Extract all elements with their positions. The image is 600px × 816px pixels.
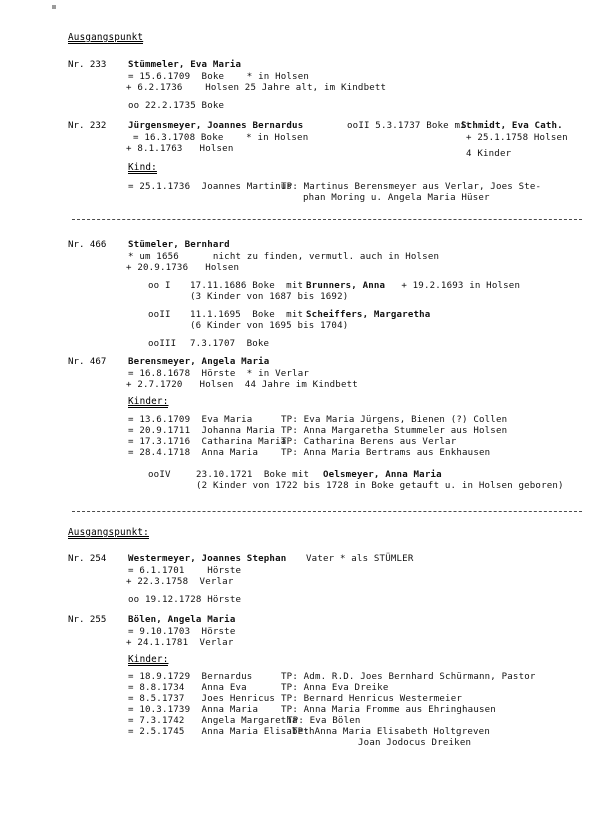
section-heading-ausgangspunkt-1: Ausgangspunkt — [68, 32, 144, 43]
entry-death-467: + 2.7.1720 Holsen 44 Jahre im Kindbett — [126, 380, 358, 390]
entry-baptism-232: = 16.3.1708 Boke * in Holsen — [133, 133, 309, 143]
entry-death-466: + 20.9.1736 Holsen — [126, 263, 240, 273]
child-entry-255-0: = 18.9.1729 Bernardus — [128, 672, 253, 682]
marriage-spouse-466-1: Brunners, Anna — [306, 281, 386, 291]
marriage-label-466-3: ooIII — [148, 339, 177, 349]
entry-number-254: Nr. 254 — [68, 554, 107, 564]
child-tp-467-2: TP: Catharina Berens aus Verlar — [281, 437, 457, 447]
section-divider-1 — [72, 219, 582, 220]
child-entry-255-1: = 8.8.1734 Anna Eva — [128, 683, 247, 693]
child-entry-467-2: = 17.3.1716 Catharina Maria — [128, 437, 287, 447]
child-entry-467-3: = 28.4.1718 Anna Maria — [128, 448, 259, 458]
child-tp-232-0-line1: TP: Martinus Berensmeyer aus Verlar, Joes Ste- — [281, 182, 542, 192]
entry-marriage-254: oo 19.12.1728 Hörste — [128, 595, 242, 605]
entry-number-467: Nr. 467 — [68, 357, 107, 367]
children-label-232: Kind: — [128, 162, 157, 173]
entry-baptism-254: = 6.1.1701 Hörste — [128, 566, 242, 576]
entry-death-254: + 22.3.1758 Verlar — [126, 577, 234, 587]
entry-number-233: Nr. 233 — [68, 60, 107, 70]
entry-232-second-marriage-prefix: ooII 5.3.1737 Boke mit — [347, 121, 478, 131]
scan-artifact-speck — [52, 5, 56, 9]
child-tp-467-3: TP: Anna Maria Bertrams aus Enkhausen — [281, 448, 491, 458]
entry-name-467: Berensmeyer, Angela Maria — [128, 357, 270, 367]
marriage-spouse-466-2: Scheiffers, Margaretha — [306, 310, 431, 320]
entry-name-233: Stümmeler, Eva Maria — [128, 60, 242, 70]
marriage-label-466-1: oo I — [148, 281, 171, 291]
child-tp-255-5: TP: Anna Maria Elisabeth Holtgreven — [292, 727, 490, 737]
entry-baptism-255: = 9.10.1703 Hörste — [128, 627, 236, 637]
entry-name-255: Bölen, Angela Maria — [128, 615, 236, 625]
child-tp-255-1: TP: Anna Eva Dreike — [281, 683, 389, 693]
entry-name-254: Westermeyer, Joannes Stephan — [128, 554, 287, 564]
entry-baptism-233: = 15.6.1709 Boke * in Holsen — [128, 72, 310, 82]
section-divider-2 — [72, 511, 582, 512]
entry-232-second-marriage-death: + 25.1.1758 Holsen — [466, 133, 568, 143]
child-entry-467-1: = 20.9.1711 Johanna Maria — [128, 426, 276, 436]
entry-number-255: Nr. 255 — [68, 615, 107, 625]
child-entry-255-2: = 8.5.1737 Joes Henricus — [128, 694, 276, 704]
entry-death-255: + 24.1.1781 Verlar — [126, 638, 234, 648]
child-entry-255-5: = 2.5.1745 Anna Maria Elisabeth — [128, 727, 315, 737]
marriage-spouse-467-4: Oelsmeyer, Anna Maria — [323, 470, 442, 480]
children-label-467: Kinder: — [128, 396, 169, 407]
entry-death-233: + 6.2.1736 Holsen 25 Jahre alt, im Kindbett — [126, 83, 387, 93]
child-entry-467-0: = 13.6.1709 Eva Maria — [128, 415, 253, 425]
marriage-text-466-1-prefix: 17.11.1686 Boke mit — [190, 281, 309, 291]
marriage-note-466-1: (3 Kinder von 1687 bis 1692) — [190, 292, 349, 302]
entry-name-466: Stümeler, Bernhard — [128, 240, 230, 250]
entry-birth-466: * um 1656 nicht zu finden, vermutl. auch in Holsen — [128, 252, 440, 262]
child-entry-255-4: = 7.3.1742 Angela Margaretha — [128, 716, 298, 726]
marriage-text-466-2-prefix: 11.1.1695 Boke mit — [190, 310, 309, 320]
marriage-text-467-4-prefix: 23.10.1721 Boke mit — [196, 470, 315, 480]
child-tp-467-0: TP: Eva Maria Jürgens, Bienen (?) Collen — [281, 415, 508, 425]
marriage-note-467-4: (2 Kinder von 1722 bis 1728 in Boke getauft u. in Holsen geboren) — [196, 481, 564, 491]
child-entry-232-0: = 25.1.1736 Joannes Martinus — [128, 182, 293, 192]
children-label-255: Kinder: — [128, 654, 169, 665]
entry-marriage-233: oo 22.2.1735 Boke — [128, 101, 225, 111]
child-tp-255-3: TP: Anna Maria Fromme aus Ehringhausen — [281, 705, 496, 715]
marriage-label-467-4: ooIV — [148, 470, 171, 480]
section-heading-ausgangspunkt-2: Ausgangspunkt: — [68, 527, 149, 538]
entry-232-second-marriage-children-count: 4 Kinder — [466, 149, 512, 159]
marriage-text-466-3: 7.3.1707 Boke — [190, 339, 270, 349]
marriage-note-466-2: (6 Kinder von 1695 bis 1704) — [190, 321, 349, 331]
entry-232-second-marriage-spouse: Schmidt, Eva Cath. — [461, 121, 563, 131]
child-tp-255-4: TP: Eva Bölen — [287, 716, 361, 726]
child-tp-255-0: TP: Adm. R.D. Joes Bernhard Schürmann, Pastor — [281, 672, 536, 682]
child-entry-255-3: = 10.3.1739 Anna Maria — [128, 705, 259, 715]
child-tp-232-0-line2: phan Moring u. Angela Maria Hüser — [303, 193, 490, 203]
marriage-suffix-466-1: + 19.2.1693 in Holsen — [390, 281, 521, 291]
entry-number-466: Nr. 466 — [68, 240, 107, 250]
child-tp-467-1: TP: Anna Margaretha Stummeler aus Holsen — [281, 426, 508, 436]
marriage-label-466-2: ooII — [148, 310, 171, 320]
entry-death-232: + 8.1.1763 Holsen — [126, 144, 234, 154]
entry-note-254: Vater * als STÜMLER — [306, 554, 414, 564]
entry-name-232: Jürgensmeyer, Joannes Bernardus — [128, 121, 304, 131]
entry-number-232: Nr. 232 — [68, 121, 107, 131]
child-tp-255-2: TP: Bernard Henricus Westermeier — [281, 694, 463, 704]
entry-baptism-467: = 16.8.1678 Hörste * in Verlar — [128, 369, 310, 379]
child-tp-255-5-line2: Joan Jodocus Dreiken — [358, 738, 472, 748]
